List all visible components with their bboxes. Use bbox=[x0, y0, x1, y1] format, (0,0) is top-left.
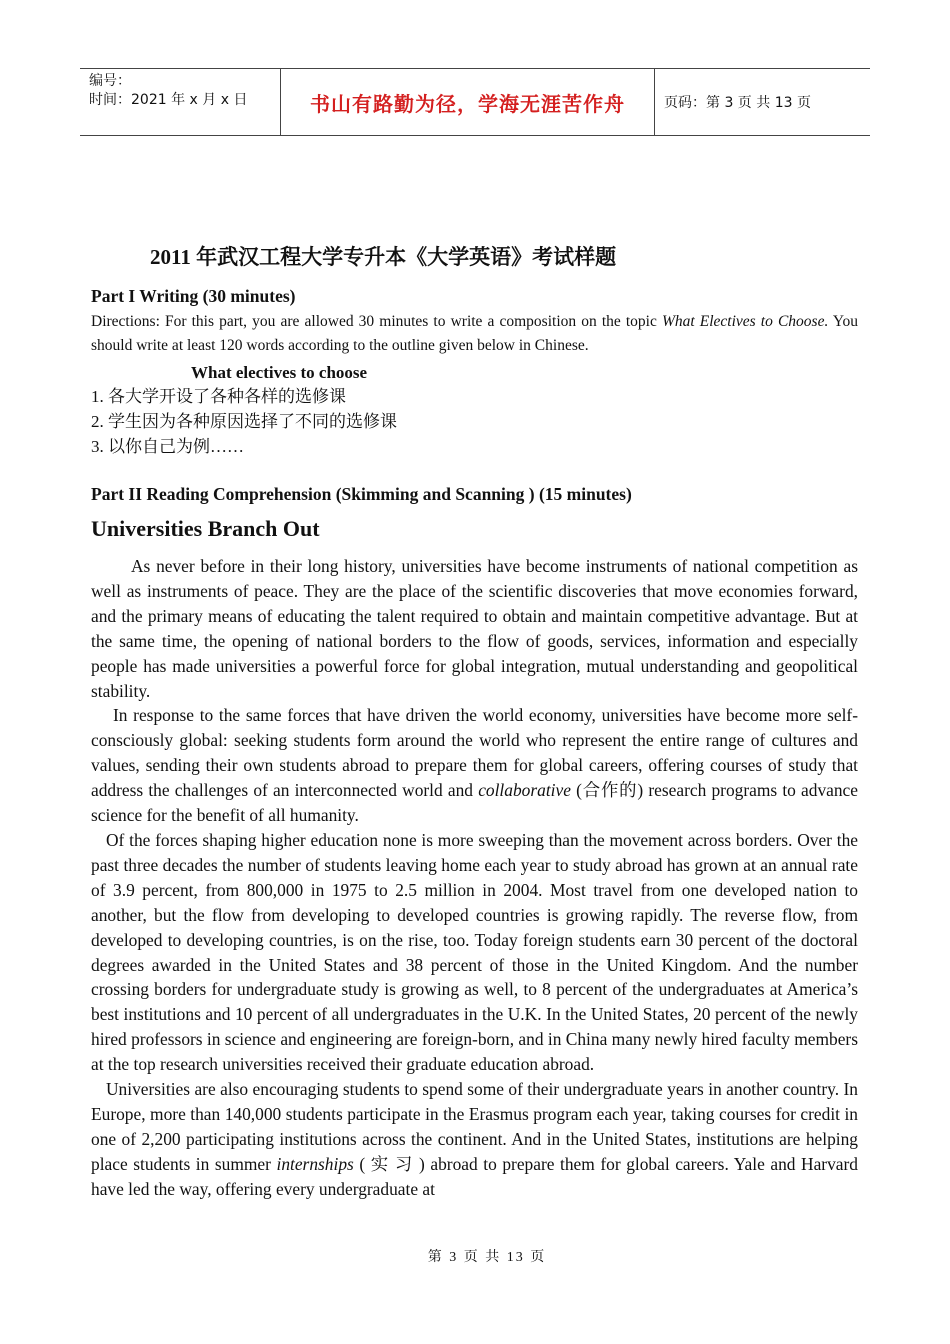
document-date-label: 时间：2021 年 x 月 x 日 bbox=[89, 92, 248, 108]
header-motto: 书山有路勤为径，学海无涯苦作舟 bbox=[310, 91, 625, 116]
header-page-number: 页码：第 3 页 共 13 页 bbox=[664, 95, 811, 111]
outline-item: 2. 学生因为各种原因选择了不同的选修课 bbox=[91, 412, 397, 431]
paragraph-italic-term: collaborative bbox=[478, 780, 571, 801]
directions-topic: What Electives to Choose. bbox=[661, 313, 829, 330]
document-number-label: 编号： bbox=[89, 73, 131, 89]
header-meta bbox=[80, 69, 281, 135]
header-page-cell bbox=[655, 69, 870, 135]
part1-heading: Part I Writing (30 minutes) bbox=[91, 286, 296, 306]
directions-text-end: You should write at least 120 words according to the outline given below in Chinese. bbox=[91, 313, 858, 354]
outline-item: 1. 各大学开设了各种各样的选修课 bbox=[91, 387, 346, 406]
article-paragraph-2 bbox=[91, 703, 858, 828]
paragraph-text: In response to the same forces that have driven the world economy, universities have become more self-consciously global: seeking students form around the world who represent the entire range of cultures and values, sending their own students abroad to prepare them for global careers, offering courses of study that address the challenges of an interconnected world and bbox=[91, 705, 858, 801]
part1-directions bbox=[91, 310, 858, 358]
paragraph-text-end: (合作的) research programs to advance science for the benefit of all humanity. bbox=[91, 780, 858, 826]
document-title: 2011 年武汉工程大学专升本《大学英语》考试样题 bbox=[150, 245, 617, 269]
directions-text: Directions: For this part, you are allowed 30 minutes to write a composition on the topic bbox=[91, 313, 662, 330]
outline-item: 3. 以你自己为例…… bbox=[91, 437, 244, 456]
page-header bbox=[80, 68, 870, 136]
article-paragraph-1: As never before in their long history, universities have become instruments of national competition as well as instruments of peace. They are the place of the scientific discoveries that move economies forward, and the primary means of educating the talent required to obtain and maintain competitive advantage. But at the same time, the opening of national borders to the flow of goods, services, information and especially people has made universities a powerful force for global integration, mutual understanding and geopolitical stability. bbox=[91, 556, 858, 701]
document-body bbox=[91, 242, 858, 1202]
paragraph-italic-term: internships bbox=[276, 1153, 354, 1174]
article-title: Universities Branch Out bbox=[91, 516, 320, 541]
article-paragraph-4 bbox=[91, 1077, 858, 1202]
paragraph-text: Universities are also encouraging students to spend some of their undergraduate years in another country. In Europe, more than 140,000 students participate in the Erasmus program each year, taking courses for credit in one of 2,200 participating institutions across the continent. And in the United States, institutions are helping place students in summer bbox=[91, 1079, 858, 1174]
paragraph-text-end: ( 实 习 ) abroad to prepare them for global careers. Yale and Harvard have led the way, offering every undergraduate at bbox=[91, 1153, 858, 1199]
header-motto-cell bbox=[281, 69, 655, 135]
page-footer bbox=[0, 1246, 950, 1266]
outline-title: What electives to choose bbox=[191, 363, 368, 382]
footer-page-number: 第 3 页 共 13 页 bbox=[427, 1250, 547, 1265]
part2-heading: Part II Reading Comprehension (Skimming and Scanning ) (15 minutes) bbox=[91, 484, 632, 504]
article-paragraph-3: Of the forces shaping higher education none is more sweeping than the movement across borders. Over the past three decades the number of students leaving home each year to study abroad has grown at an annual rate of 3.9 percent, from 800,000 in 1975 to 2.5 million in 2004. Most travel from one developed nation to another, but the flow from developing to developed countries is growing rapidly. The reverse flow, from developed to developing countries, is on the rise, too. Today foreign students earn 30 percent of the doctoral degrees awarded in the United States and 38 percent of those in the United Kingdom. And the number crossing borders for undergraduate study is growing as well, to 8 percent of the undergraduates at America’s best institutions and 10 percent of all undergraduates in the U.K. In the United States, 20 percent of the newly hired professors in science and engineering are foreign-born, and in China many newly hired faculty members at the top research universities received their graduate education abroad. bbox=[91, 829, 858, 1075]
